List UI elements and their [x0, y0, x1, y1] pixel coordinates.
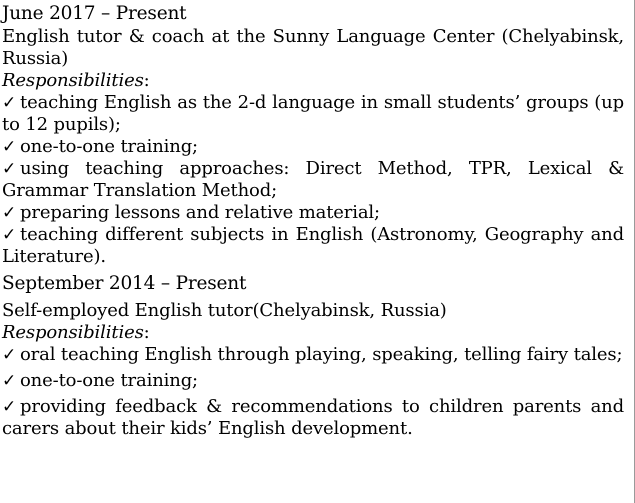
checkmark-icon: ✓	[2, 397, 17, 417]
list-item-text: using teaching approaches: Direct Method, TPR, Lexical & Grammar Translation Method;	[2, 158, 624, 201]
list-item-text: providing feedback & recommendations to children parents and carers about their kids’ English development.	[2, 396, 624, 439]
checkmark-icon: ✓	[2, 137, 17, 157]
job-section-2	[2, 272, 624, 440]
list-item-text: oral teaching English through playing, speaking, telling fairy tales;	[20, 344, 623, 365]
responsibilities-colon: :	[143, 322, 150, 343]
responsibilities-label: Responsibilities	[2, 322, 144, 343]
list-item-text: preparing lessons and relative material;	[20, 202, 380, 223]
checkmark-icon: ✓	[2, 159, 17, 179]
list-item-text: teaching different subjects in English (Astronomy, Geography and Literature).	[2, 224, 624, 267]
list-item	[2, 92, 624, 136]
checkmark-icon: ✓	[2, 371, 17, 391]
responsibilities-heading	[2, 322, 624, 344]
list-item	[2, 202, 624, 224]
list-item	[2, 396, 624, 440]
checkmark-icon: ✓	[2, 203, 17, 223]
responsibilities-colon: :	[143, 70, 150, 91]
responsibilities-label: Responsibilities	[2, 70, 144, 91]
list-item-text: one-to-one training;	[20, 370, 198, 391]
job-role: English tutor & coach at the Sunny Language Center (Chelyabinsk, Russia)	[2, 26, 624, 69]
checkmark-icon: ✓	[2, 345, 17, 365]
list-item	[2, 158, 624, 202]
list-item-text: one-to-one training;	[20, 136, 198, 157]
job-section-1	[2, 2, 624, 268]
job-role: Self-employed English tutor(Chelyabinsk, Russia)	[2, 300, 447, 321]
list-item	[2, 224, 624, 268]
list-item	[2, 136, 624, 158]
job-period: June 2017 – Present	[2, 3, 187, 24]
checkmark-icon: ✓	[2, 225, 17, 245]
job-period: September 2014 – Present	[2, 273, 247, 294]
list-item	[2, 370, 624, 392]
list-item-text: teaching English as the 2-d language in small students’ groups (up to 12 pupils);	[2, 92, 624, 135]
checkmark-icon: ✓	[2, 93, 17, 113]
responsibilities-heading	[2, 70, 624, 92]
list-item	[2, 344, 624, 366]
